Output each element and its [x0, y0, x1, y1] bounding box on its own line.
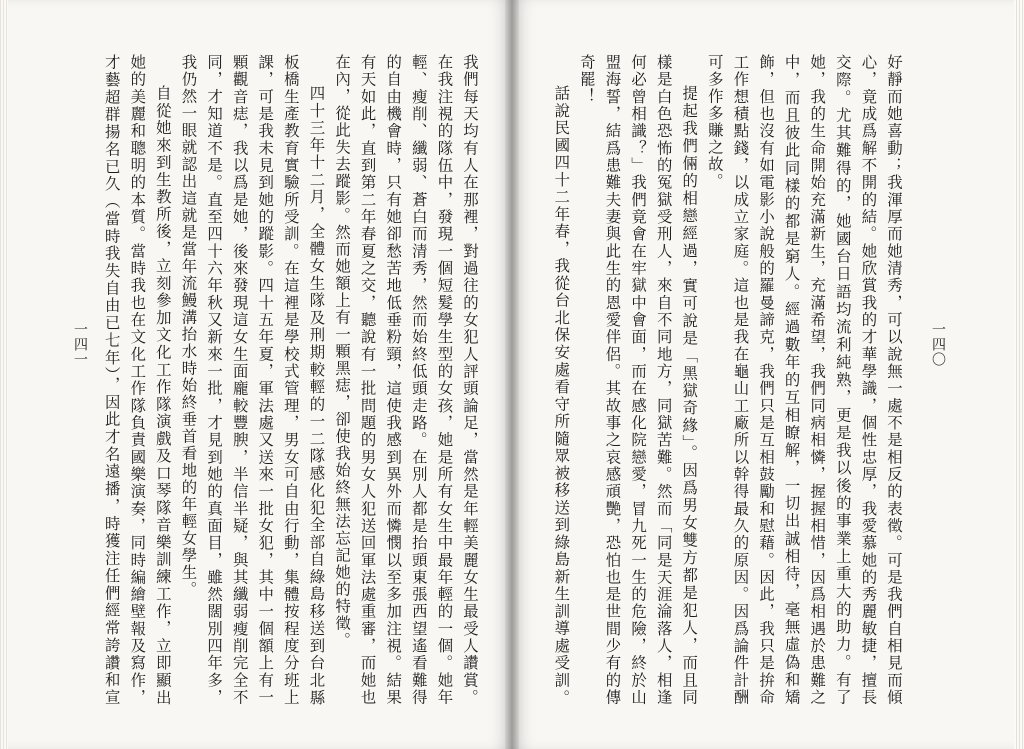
- book-gutter: [505, 0, 519, 749]
- page-number-right: 一四〇: [930, 322, 946, 367]
- paragraph: 話說民國四十二年春，我從台北保安處看守所隨眾被移送到綠島新生訓導處受訓。: [552, 84, 571, 706]
- right-page-edge: [1014, 0, 1024, 749]
- page-number-left: 一四一: [72, 322, 88, 367]
- paragraph: 我們每天均有人在那裡，對過往的女犯人評頭論足，當然是年輕美麗女生最受人讚賞。在我注視的隊伍中，發現一個短髮學生型的女孩，她是所有女生中最年輕的一個。她年輕、瘦削、纖弱、蒼白而清秀，然而始終低頭走路。在別人都是抬頭東張西望遙看難得的自由機會時，只有她卻愁苦地低垂粉頸，這使我感到異外而憐憫以至多加注視。結果有天如此，直到第二年春夏之交，聽說有一批問題的男女人犯送回軍法處重審，而她也在內，從此失去蹤影。然而她額上有一顆黑痣，卻使我始終無法忘記她的特徵。: [333, 54, 479, 706]
- left-page-text: [96, 54, 482, 706]
- paragraph: 四十三年十二月，全體女生隊及刑期較輕的一二隊感化犯全部自綠島移送到台北縣板橋生產教育實驗所受訓。在這裡是學校式管理，男女可自由行動，集體按程度分班上課，可是我未見到她的蹤影。四十五年夏，軍法處又送來一批女犯，其中一個額上有一顆觀音痣，我以爲是她，後來發現這女生面龐較豐腴，半信半疑，與其纖弱瘦削完全不同，才知道不是。直至四十六年秋又新來一批，才見到她的真面目，雖然闊別四年多，我仍然一眼就認出這就是當年流鰻溝抬水時始終垂首看地的年輕女學生。: [179, 54, 326, 706]
- right-page-text: [548, 54, 906, 706]
- left-page-edge: [0, 0, 8, 749]
- paragraph: 提起我們倆的相戀經過，實可說是「黑獄奇緣」。因爲男女雙方都是犯人，而且同樣是白色恐怖的冤獄受刑人，來自不同地方，同獄苦難。然而「同是天涯淪落人，相逢何必曾相識？」我們竟會在牢獄中會面，而在感化院戀愛，冒九死一生的危險，終於山盟海誓，結爲患難夫妻與此生的恩愛伴侶。其故事之哀感頑艷，恐怕也是世間少有的傳奇罷！: [577, 54, 699, 706]
- paragraph: 自從她來到生教所後，立刻參加文化工作隊演戲及口琴隊音樂訓練工作，立即顯出她的美麗和聰明的本質。當時我也在文化工作隊負責國樂演奏，同時編繪壁報及寫作，才藝超群揚名已久（當時我失自由已七年），因此才名遠播，時獲注任們經常誇讚和宣: [102, 54, 172, 706]
- paragraph: 好靜而她喜動；我渾厚而她清秀，可以說無一處不是相反的表徵。可是我們自相見而傾心，竟成爲解不開的結。她欣賞我的才華學識，個性忠厚，我愛慕她的秀麗敏捷，擅長交際。尤其難得的，她國台日語均流利純熟，更是我以後的事業上重大的助力。有了她，我的生命開始充滿新生，充滿希望，我們同病相憐，握握相惜，因爲相遇於患難之中，而且彼此同樣的都是窮人。經過數年的互相瞭解，一切出誠相待，毫無虛偽和矯飾，但也沒有如電影小說般的羅曼諦克，我們只是互相鼓勵和慰藉。因此，我只是拚命工作想積點錢，以成立家庭。這也是我在龜山工廠所以幹得最久的原因。因爲論件計酬可多作多賺之故。: [705, 54, 903, 706]
